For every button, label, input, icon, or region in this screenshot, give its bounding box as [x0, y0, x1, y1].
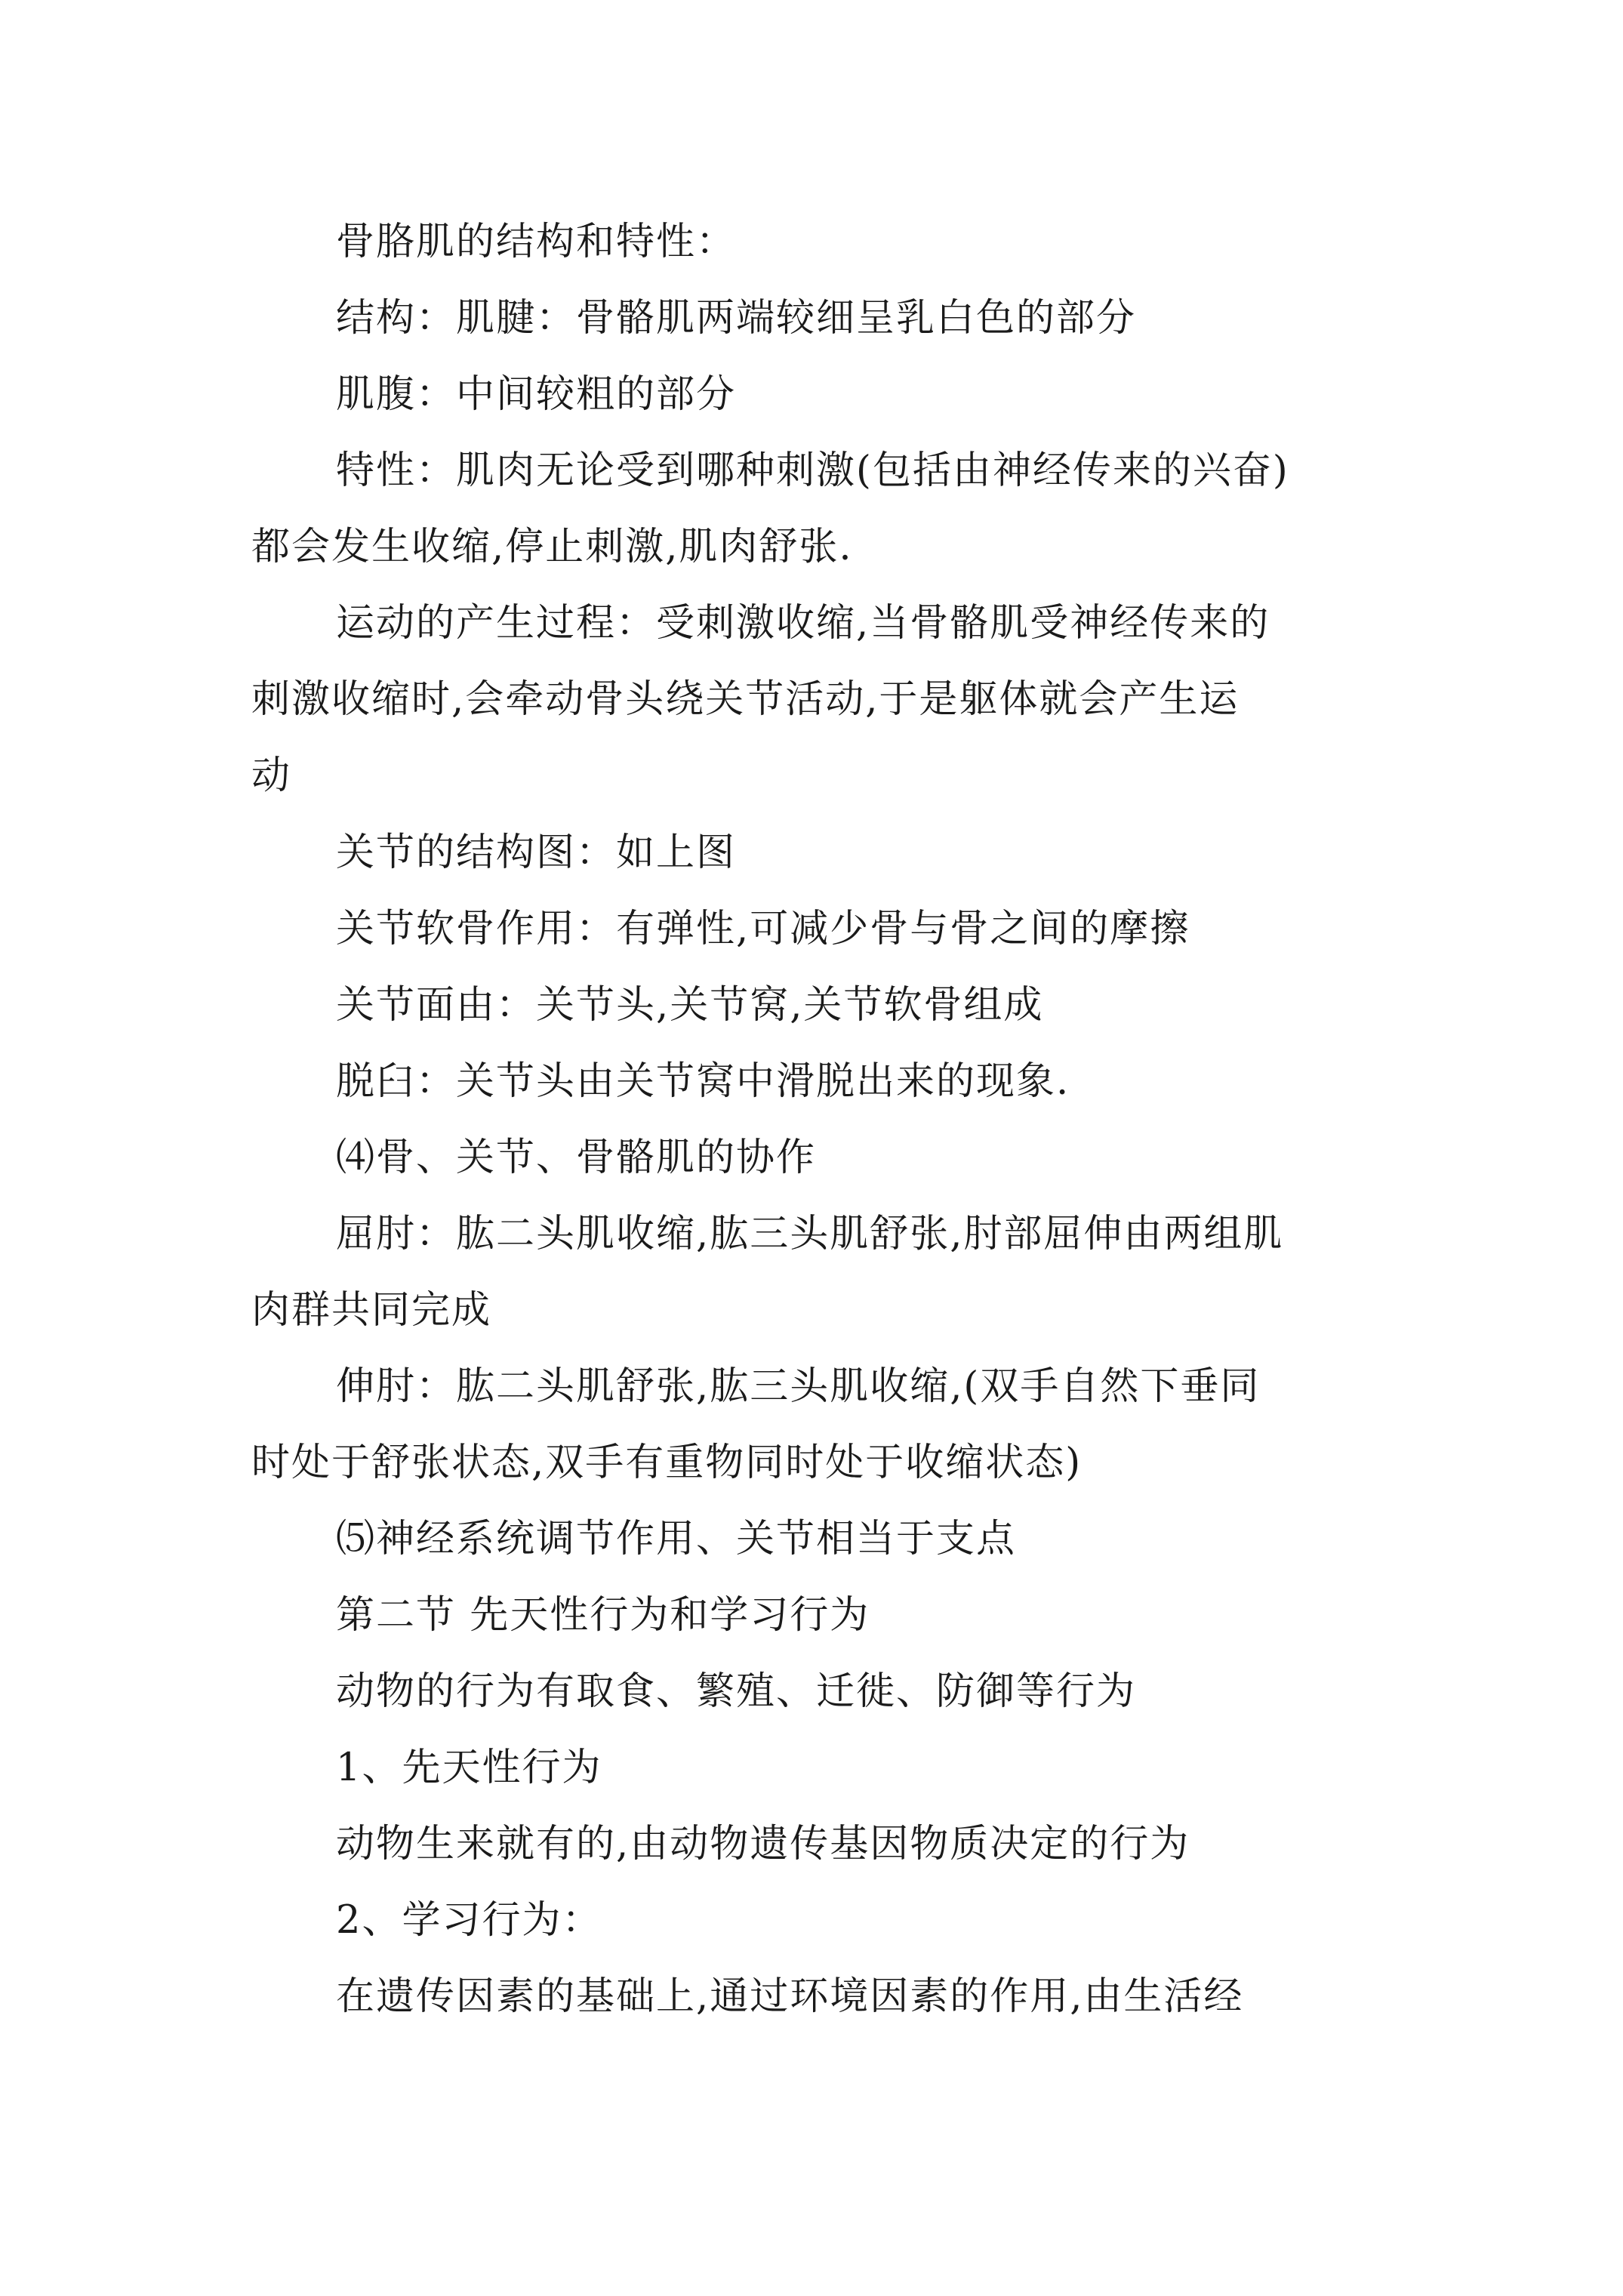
paragraph-line: 运动的产生过程：受刺激收缩,当骨骼肌受神经传来的: [336, 601, 1270, 646]
paragraph-line: 结构：肌腱：骨骼肌两端较细呈乳白色的部分: [336, 296, 1137, 341]
paragraph-line: 特性：肌肉无论受到哪种刺激(包括由神经传来的兴奋): [336, 448, 1289, 493]
paragraph-line: 动: [251, 754, 292, 798]
section-heading-5: ⑸神经系统调节作用、关节相当于支点: [336, 1517, 1017, 1561]
paragraph-line: 肉群共同完成: [251, 1288, 492, 1333]
paragraph-line: 伸肘：肱二头肌舒张,肱三头肌收缩,(双手自然下垂同: [336, 1364, 1261, 1409]
heading-skeletal-muscle: 骨胳肌的结构和特性：: [336, 220, 737, 264]
paragraph-line: 动物生来就有的,由动物遗传基因物质决定的行为: [336, 1822, 1190, 1866]
list-heading-1: 1、先天性行为: [336, 1746, 602, 1790]
paragraph-line: 肌腹：中间较粗的部分: [336, 372, 737, 417]
paragraph-line: 屈肘：肱二头肌收缩,肱三头肌舒张,肘部屈伸由两组肌: [336, 1212, 1284, 1256]
paragraph-line: 刺激收缩时,会牵动骨头绕关节活动,于是躯体就会产生运: [251, 677, 1240, 722]
paragraph-line: 关节软骨作用：有弹性,可减少骨与骨之间的摩擦: [336, 907, 1190, 951]
paragraph-line: 关节的结构图：如上图: [336, 831, 737, 875]
section-heading-4: ⑷骨、关节、骨骼肌的协作: [336, 1136, 817, 1180]
paragraph-line: 脱臼：关节头由关节窝中滑脱出来的现象.: [336, 1059, 1070, 1104]
paragraph-line: 动物的行为有取食、繁殖、迁徙、防御等行为: [336, 1669, 1137, 1714]
chapter-heading: 第二节 先天性行为和学习行为: [336, 1593, 870, 1638]
paragraph-line: 都会发生收缩,停止刺激,肌肉舒张.: [251, 525, 853, 569]
list-heading-2: 2、学习行为：: [336, 1898, 602, 1943]
paragraph-line: 关节面由：关节头,关节窝,关节软骨组成: [336, 983, 1044, 1028]
paragraph-line: 时处于舒张状态,双手有重物同时处于收缩状态): [251, 1441, 1083, 1485]
paragraph-line: 在遗传因素的基础上,通过环境因素的作用,由生活经: [336, 1974, 1244, 2019]
